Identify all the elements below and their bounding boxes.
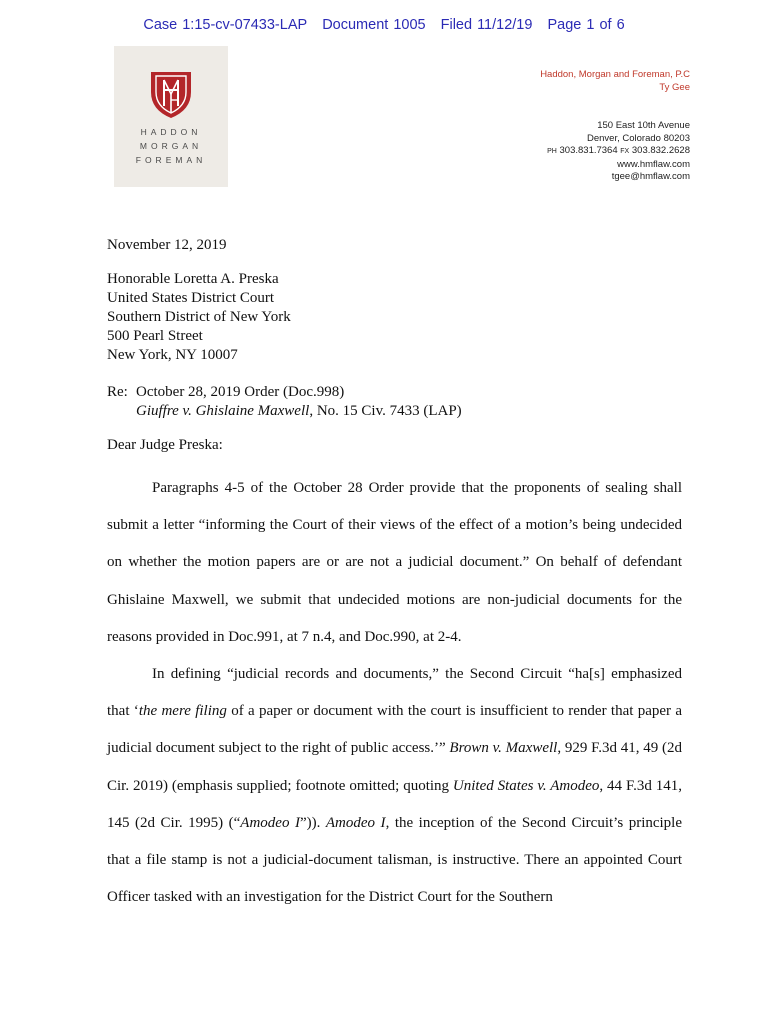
firm-logo <box>114 46 228 187</box>
logo-word-haddon: HADDON <box>140 127 202 137</box>
recipient-line: Honorable Loretta A. Preska <box>107 271 279 287</box>
citation-brown-v-maxwell: Brown v. Maxwell <box>449 740 558 757</box>
paragraph-2-text: In defining “judicial records and documents,” the Second Circuit “ha[s] emphasized that ‘ <box>107 666 682 720</box>
fax-label: FX <box>620 148 630 156</box>
firm-name-block <box>540 68 690 94</box>
filed-date: Filed 11/12/19 <box>440 17 533 33</box>
paragraph-1: Paragraphs 4-5 of the October 28 Order provide that the proponents of sealing shall submit a letter “informing the Court of their views of the effect of a motion’s being undecided on whether the motion papers are or are not a judicial document.” On behalf of defendant Ghislaine Maxwell, we submit that undecided motions are non-judicial documents for the reasons provided in Doc.991, at 7 n.4, and Doc.990, at 2-4. <box>107 480 682 645</box>
paragraph-2-text: , 929 F.3d 41, 49 (2d Cir. 2019) (emphasis supplied; footnote omitted; quoting <box>107 740 682 794</box>
ecf-filing-header <box>0 17 768 33</box>
attorney-name: Ty Gee <box>659 82 690 93</box>
re-line <box>107 383 682 421</box>
salutation: Dear Judge Preska: <box>107 437 223 453</box>
recipient-address <box>107 270 682 365</box>
re-label: Re: <box>107 384 128 400</box>
paragraph-2 <box>107 656 682 916</box>
city-state-zip: Denver, Colorado 80203 <box>587 132 690 144</box>
citation-us-v-amodeo: United States v. Amodeo <box>452 777 600 794</box>
letter-date: November 12, 2019 <box>107 237 227 253</box>
recipient-line: Southern District of New York <box>107 309 291 325</box>
firm-address-block <box>547 120 690 184</box>
phone-number: 303.831.7364 <box>559 145 618 157</box>
phone-fax-line <box>547 145 690 159</box>
phone-label: PH <box>547 148 557 156</box>
page-number: Page 1 of 6 <box>547 17 625 33</box>
shield-monogram-icon <box>148 68 194 120</box>
citation-amodeo-i: Amodeo I <box>240 814 300 831</box>
paragraph-2-text: ”)). <box>299 814 326 831</box>
citation-amodeo-i: Amodeo I <box>325 814 386 831</box>
document-number: Document 1005 <box>322 17 426 33</box>
emphasis-mere-filing: the mere filing <box>138 703 227 720</box>
fax-number: 303.832.2628 <box>631 145 690 157</box>
paragraph-2-text: , the inception of the Second Circuit’s principle that a file stamp is not a judicial-document talisman, is instructive. There an appointed Court Officer tasked with an investigation for the District Court for the Southern <box>107 814 683 906</box>
website: www.hmflaw.com <box>617 158 690 170</box>
letter-body <box>107 470 682 916</box>
paragraph-2-text: , 44 F.3d 141, 145 (2d Cir. 1995) (“ <box>107 777 682 831</box>
email-address: tgee@hmflaw.com <box>611 171 690 183</box>
case-number: Case 1:15-cv-07433-LAP <box>143 17 308 33</box>
logo-word-morgan: MORGAN <box>139 141 203 151</box>
logo-word-foreman: FOREMAN <box>135 155 207 165</box>
re-order: October 28, 2019 Order (Doc.998) <box>136 384 345 400</box>
paragraph-2-text: of a paper or document with the court is insufficient to render that paper a judicial document subject to the right of public access.’” <box>107 703 682 757</box>
recipient-line: United States District Court <box>107 290 275 306</box>
re-case-number: , No. 15 Civ. 7433 (LAP) <box>309 403 462 419</box>
recipient-line: 500 Pearl Street <box>107 328 203 344</box>
street-address: 150 East 10th Avenue <box>597 120 690 131</box>
firm-name: Haddon, Morgan and Foreman, P.C <box>540 69 690 80</box>
recipient-line: New York, NY 10007 <box>107 347 238 363</box>
re-case-name: Giuffre v. Ghislaine Maxwell <box>136 403 310 419</box>
